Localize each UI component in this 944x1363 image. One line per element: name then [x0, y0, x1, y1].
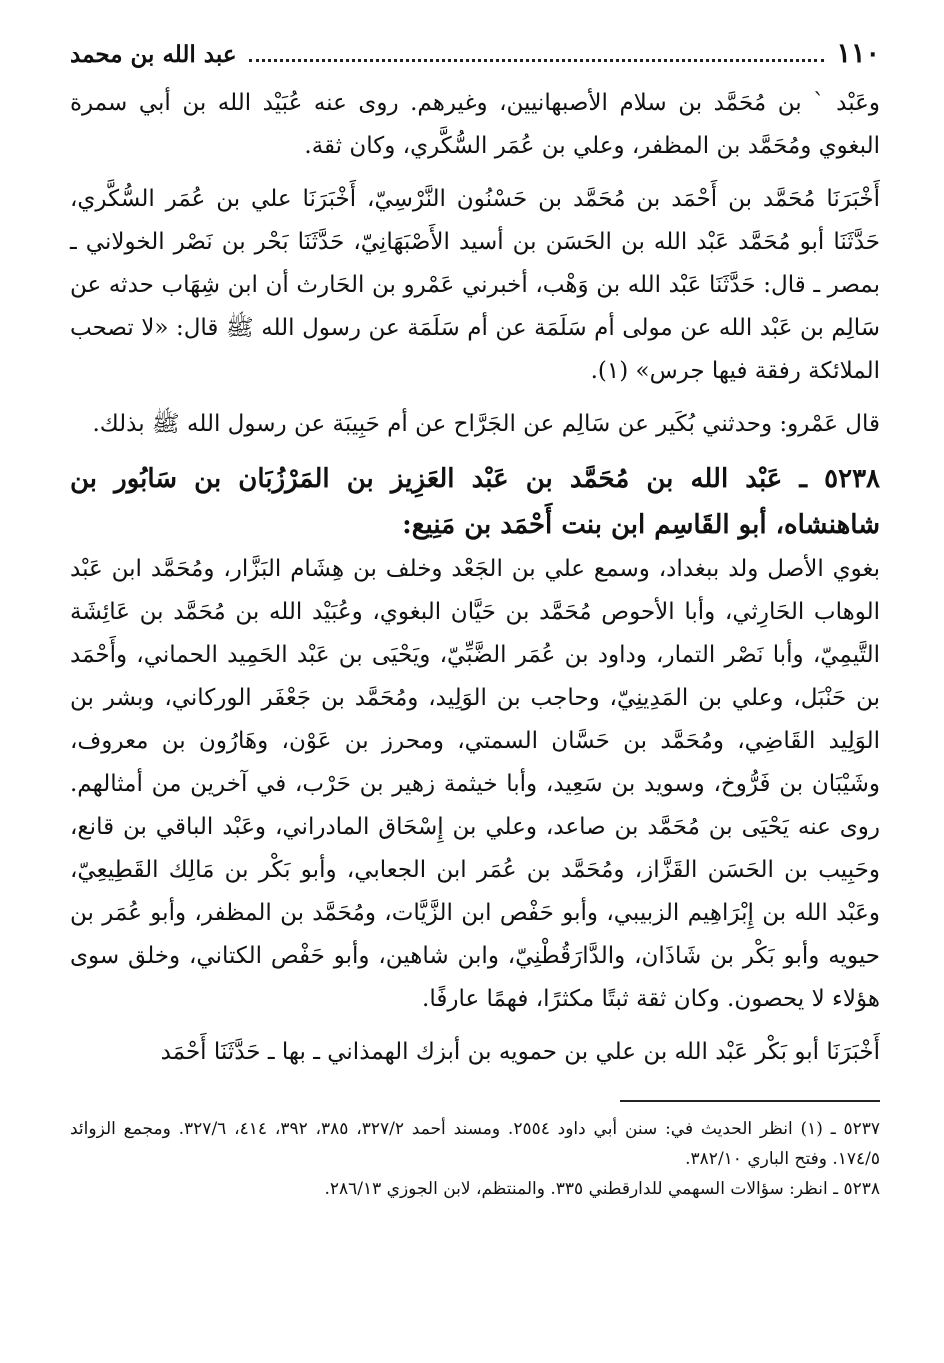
- page-number: ١١٠: [836, 38, 880, 69]
- footnote-separator: [620, 1100, 880, 1102]
- footnote-5237: ٥٢٣٧ ـ (١) انظر الحديث في: سنن أبي داود ٢٥٥٤. ومسند أحمد ٣٢٧/٢، ٣٨٥، ٣٩٢، ٤١٤، ٣٢٧/٦. ومجمع الزوائد ١٧٤/٥. وفتح الباري ٣٨٢/١٠.: [70, 1119, 881, 1169]
- entry-paragraph-isnad: أَخْبَرَنَا أبو بَكْر عَبْد الله بن علي بن حمويه بن أبزك الهمذاني ـ بها ـ حَدَّثَنَا أَحْمَد: [160, 1039, 880, 1065]
- footnotes: [70, 1114, 880, 1204]
- paragraph-isnad-hadith: أَخْبَرَنَا مُحَمَّد بن أَحْمَد بن مُحَمَّد بن حَسْنُون النَّرْسِيّ، أَخْبَرَنَا علي بن عُمَر السُّكَّري، حَدَّثَنَا أبو مُحَمَّد عَبْد الله بن الحَسَن بن أسيد الأَصْبَهَانِيّ، حَدَّثَنَا بَحْر بن نَصْر الخولاني ـ بمصر ـ قال: حَدَّثَنَا عَبْد الله بن وَهْب، أخبرني عَمْرو بن الحَارث أن ابن شِهَاب حدثه عن سَالِم بن عَبْد الله عن مولى أم سَلَمَة عن أم سَلَمَة عن رسول الله ﷺ قال: «لا تصحب الملائكة رفقة فيها جرس» (١).: [70, 186, 880, 384]
- page-header: [70, 38, 880, 82]
- running-title: عبد الله بن محمد: [70, 41, 237, 68]
- paragraph-amr-report: قال عَمْرو: وحدثني بُكَير عن سَالِم عن الجَرَّاح عن أم حَبِيبَة عن رسول الله ﷺ بذلك.: [92, 411, 880, 437]
- book-page: [70, 38, 880, 1204]
- entry-paragraph-biography: بغوي الأصل ولد ببغداد، وسمع علي بن الجَعْد وخلف بن هِشَام البَزَّار، ومُحَمَّد ابن عَبْد الوهاب الحَارِثي، وأبا الأحوص مُحَمَّد بن حَيَّان البغوي، وعُبَيْد الله بن مُحَمَّد بن عَائِشَة التَّيمِيّ، وأبا نَصْر التمار، وداود بن عُمَر الضَّبِّيّ، ويَحْيَى بن عَبْد الحَمِيد الحماني، وأَحْمَد بن حَنْبَل، وعلي بن المَدِينِيّ، وحاجب بن الوَلِيد، ومُحَمَّد بن جَعْفَر الوركاني، وبشر بن الوَلِيد القَاضِي، ومُحَمَّد بن حَسَّان السمتي، ومحرز بن عَوْن، وهَارُون بن معروف، وشَيْبَان بن فَرُّوخ، وسويد بن سَعِيد، وأبا خيثمة زهير بن حَرْب، في آخرين من أمثالهم. روى عنه يَحْيَى بن مُحَمَّد بن صاعد، وعلي بن إِسْحَاق المادراني، وعَبْد الباقي بن قانع، وحَبِيب بن الحَسَن القَزَّاز، ومُحَمَّد بن عُمَر ابن الجعابي، وأبو بَكْر بن مَالِك القَطِيعِيّ، وعَبْد الله بن إِبْرَاهِيم الزبيبي، وأبو حَفْص ابن الزَّيَّات، ومُحَمَّد بن المظفر، وأبو عُمَر بن حيويه وأبو بَكْر بن شَاذَان، والدَّارَقُطْنِيّ، وابن شاهين، وأبو حَفْص الكتاني، وخلق سوى هؤلاء لا يحصون. وكان ثقة ثبتًا مكثرًا، فهمًا عارفًا.: [70, 556, 881, 1012]
- paragraph-previous-entry-end: وعَبْد ` بن مُحَمَّد بن سلام الأصبهانيين، وغيرهم. روى عنه عُبَيْد الله بن أبي سمرة البغوي ومُحَمَّد بن المظفر، وعلي بن عُمَر السُّكَّري، وكان ثقة.: [70, 90, 880, 159]
- entry-title: ٥٢٣٨ ـ عَبْد الله بن مُحَمَّد بن عَبْد العَزِيز بن المَرْزُبَان بن سَابُور بن شاهنشاه، أبو القَاسِم ابن بنت أَحْمَد بن مَنِيع:: [70, 464, 880, 540]
- footnote-5238: ٥٢٣٨ ـ انظر: سؤالات السهمي للدارقطني ٣٣٥. والمنتظم، لابن الجوزي ٢٨٦/١٣.: [324, 1179, 880, 1199]
- header-dotted-leader: [249, 43, 825, 62]
